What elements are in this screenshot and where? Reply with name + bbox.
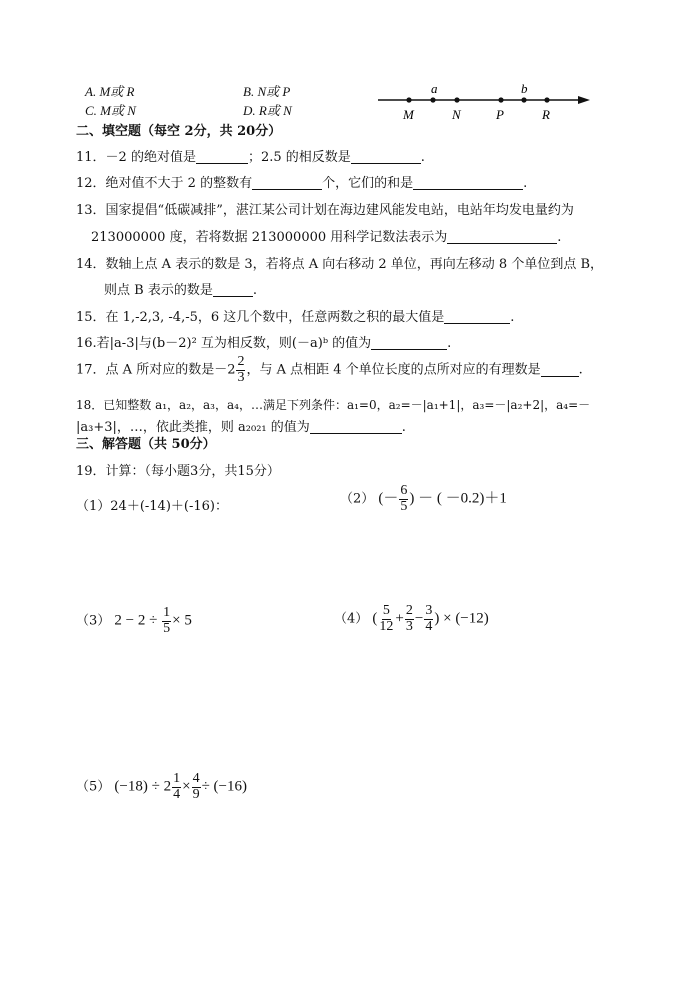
question-13-line2: 213000000 度，若将数据 213000000 用科学记数法表示为 . (91, 230, 562, 245)
answer-blank[interactable] (213, 282, 253, 297)
problem-19-5: （5） (−18) ÷ 2 $\frac{1}{4}$ × $\frac{4}{9}$ ÷ (−16) (76, 771, 248, 802)
question-12: 12．绝对值不大于 2 的整数有 个，它们的和是 . (76, 176, 528, 191)
point-a-dot (430, 97, 435, 102)
label-a: a (431, 81, 438, 96)
question-19-title: 19．计算：（每小题3分，共15分） (76, 464, 280, 479)
label-b: b (521, 81, 528, 96)
question-18-line1: 18．已知整数 a₁，a₂，a₃，a₄，…满足下列条件：a₁=0，a₂=－|a₁+1|，a₃=－|a₂+2|，a₄=－ (76, 398, 591, 412)
answer-blank[interactable] (371, 335, 447, 350)
fraction: $\frac{2}{3}$ (237, 354, 245, 385)
problem-19-1: （1）24＋(-14)＋(-16)： (76, 499, 228, 514)
option-a: A. M或 R (85, 84, 135, 99)
answer-blank[interactable] (351, 149, 421, 164)
option-b: B. N或 P (243, 84, 291, 99)
question-18-line2: |a₃+3|，…，依此类推，则 a₂₀₂₁ 的值为 . (76, 420, 406, 435)
label-r: R (542, 107, 550, 122)
point-n-dot (454, 97, 459, 102)
question-17: 17．点 A 所对应的数是－2 $\frac{2}{3}$ ，与 A 点相距 4 个单位长度的点所对应的有理数是 . (76, 354, 583, 385)
section3-title: 三、解答题（共 50分） (76, 437, 216, 452)
problem-19-4: （4） ( $\frac{5}{12}$ + $\frac{2}{3}$ − $\frac{3}{4}$ ) × (−12) (334, 603, 489, 634)
point-p-dot (498, 97, 503, 102)
question-14-line2: 则点 B 表示的数是 . (104, 283, 257, 298)
point-m-dot (406, 97, 411, 102)
label-p: P (496, 107, 504, 122)
option-c: C. M或 N (85, 103, 136, 118)
number-line-arrow (578, 96, 590, 104)
answer-blank[interactable] (252, 175, 322, 190)
question-14-line1: 14．数轴上点 A 表示的数是 3，若将点 A 向右移动 2 单位，再向左移动 8 个单位到点 B， (76, 257, 604, 272)
problem-19-3: （3） 2 − 2 ÷ $\frac{1}{5}$ × 5 (76, 605, 192, 636)
answer-blank[interactable] (310, 419, 402, 434)
answer-blank[interactable] (447, 229, 557, 244)
answer-blank[interactable] (444, 309, 510, 324)
number-line-figure (372, 80, 594, 124)
point-b-dot (521, 97, 526, 102)
answer-blank[interactable] (196, 149, 248, 164)
point-r-dot (544, 97, 549, 102)
section2-title: 二、填空题（每空 2分，共 20分） (76, 124, 282, 139)
answer-blank[interactable] (541, 362, 579, 377)
question-16: 16.若|a-3|与(b－2)² 互为相反数，则(－a)ᵇ 的值为 . (76, 336, 452, 351)
problem-19-2: （2） (－ $\frac{6}{5}$ ) － ( －0.2)＋1 (340, 483, 507, 514)
answer-blank[interactable] (413, 175, 523, 190)
label-m: M (403, 107, 414, 122)
question-13-line1: 13．国家提倡“低碳减排”，湛江某公司计划在海边建风能发电站，电站年均发电量约为 (76, 203, 574, 218)
question-15: 15．在 1,-2,3, -4,-5，6 这几个数中，任意两数之积的最大值是 . (76, 310, 515, 325)
option-d: D. R或 N (243, 103, 292, 118)
question-11: 11．－2 的绝对值是 ；2.5 的相反数是 . (76, 150, 425, 165)
label-n: N (452, 107, 461, 122)
